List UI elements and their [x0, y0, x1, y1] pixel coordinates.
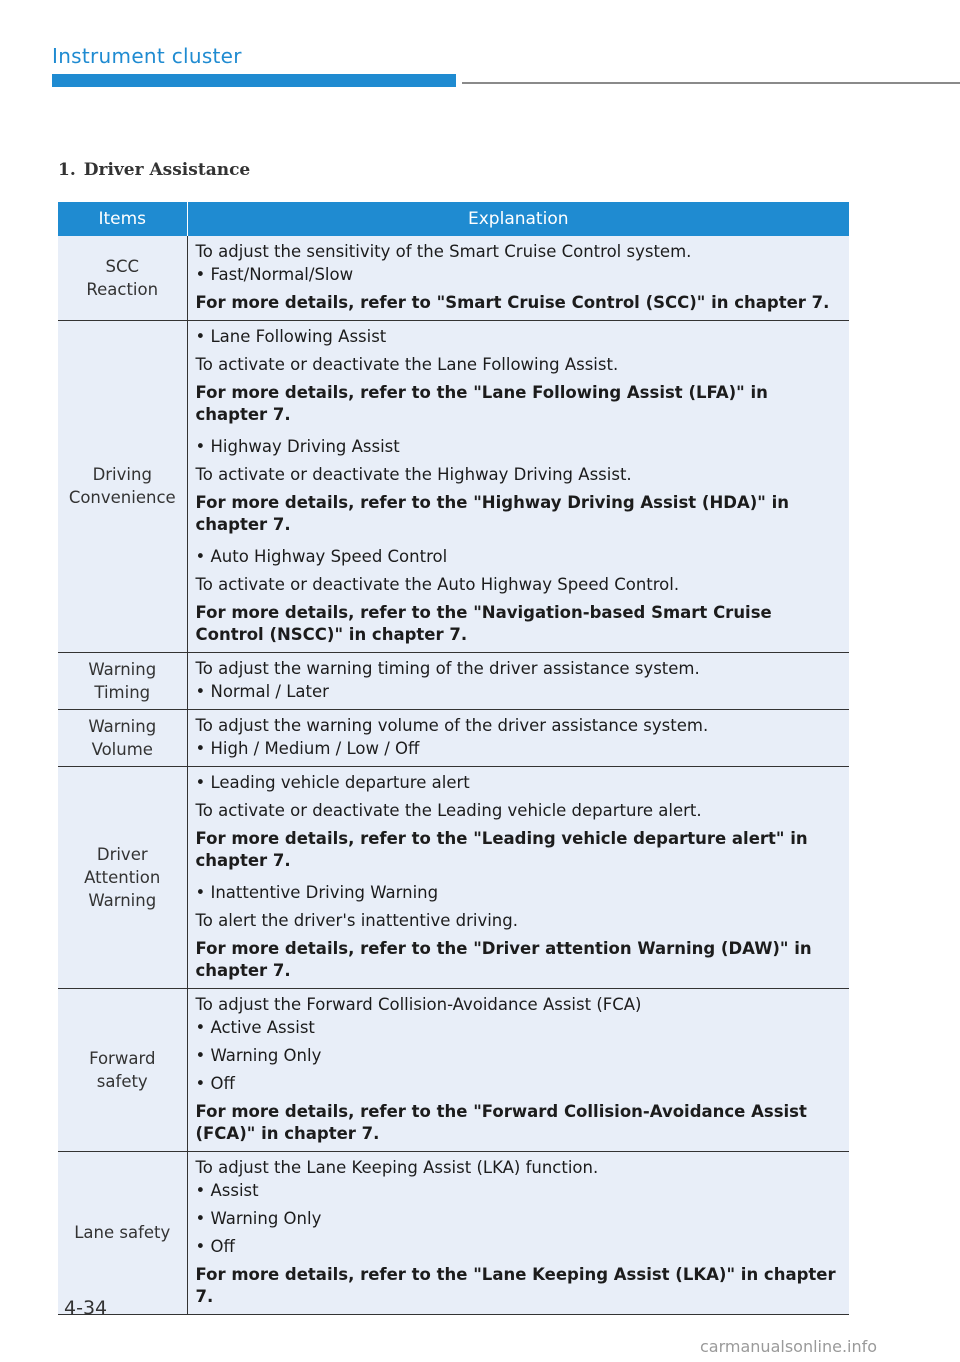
explanation-text: • Active Assist — [195, 1018, 315, 1037]
item-label-line: Warning — [88, 890, 157, 910]
explanation-text: To activate or deactivate the Highway Driving Assist. — [195, 465, 632, 484]
item-label-line: safety — [96, 1071, 148, 1091]
table-row — [58, 236, 849, 321]
watermark: carmanualsonline.info — [700, 1337, 878, 1356]
explanation-text: • Fast/Normal/Slow — [195, 265, 354, 284]
explanation-group — [196, 436, 842, 536]
feature-bullet: • Highway Driving Assist — [195, 437, 400, 456]
option-text: • Warning Only — [195, 1046, 322, 1065]
explanation-text: • Normal / Later — [195, 682, 329, 701]
item-label-line: Driving — [92, 465, 152, 484]
chapter-reference: For more details, refer to the "Leading vehicle departure alert" in chapter 7. — [195, 829, 808, 870]
item-cell — [58, 236, 187, 321]
explanation-text: To adjust the sensitivity of the Smart Cruise Control system. — [195, 242, 692, 261]
header-rule-thin — [462, 82, 960, 84]
explanation-text: To adjust the warning timing of the driver assistance system. — [195, 659, 700, 678]
section-title-text: Driver Assistance — [83, 160, 251, 180]
chapter-reference: For more details, refer to the "Forward Collision-Avoidance Assist (FCA)" in chapter 7. — [195, 1102, 807, 1143]
chapter-reference: For more details, refer to the "Navigation-based Smart Cruise Control (NSCC)" in chapter 7. — [195, 603, 772, 644]
explanation-text: • High / Medium / Low / Off — [195, 739, 420, 758]
table-row — [58, 321, 849, 653]
item-label-line: Volume — [91, 739, 153, 759]
feature-bullet: • Lane Following Assist — [195, 327, 387, 346]
explanation-text: To adjust the warning volume of the driver assistance system. — [195, 716, 709, 735]
item-label-line: Reaction — [86, 279, 159, 299]
item-cell — [58, 710, 187, 767]
explanation-group — [196, 658, 842, 703]
table-row — [58, 767, 849, 989]
column-header-explanation: Explanation — [187, 202, 849, 236]
explanation-group — [196, 1157, 842, 1308]
item-label-line: Attention — [84, 867, 161, 887]
explanation-text: To activate or deactivate the Lane Following Assist. — [195, 355, 619, 374]
feature-bullet: • Auto Highway Speed Control — [195, 547, 448, 566]
explanation-text: • Assist — [195, 1181, 259, 1200]
explanation-group — [196, 882, 842, 982]
explanation-cell — [187, 321, 849, 653]
feature-bullet: • Inattentive Driving Warning — [195, 883, 439, 902]
item-label-line: Driver — [96, 844, 148, 864]
explanation-text: To activate or deactivate the Leading vehicle departure alert. — [195, 801, 702, 820]
option-text: • Warning Only — [195, 1209, 322, 1228]
explanation-cell — [187, 1152, 849, 1315]
explanation-cell — [187, 989, 849, 1152]
explanation-group — [196, 241, 842, 314]
chapter-reference: For more details, refer to the "Lane Keeping Assist (LKA)" in chapter 7. — [195, 1265, 836, 1306]
header-rule-accent — [52, 74, 456, 87]
explanation-group — [196, 715, 842, 760]
item-cell — [58, 321, 187, 653]
item-cell — [58, 767, 187, 989]
table-row — [58, 710, 849, 767]
table-header-row — [58, 202, 849, 236]
explanation-group — [196, 994, 842, 1145]
item-cell — [58, 1152, 187, 1315]
explanation-group — [196, 546, 842, 646]
item-label-line: Warning — [88, 716, 157, 736]
feature-bullet: • Leading vehicle departure alert — [195, 773, 470, 792]
chapter-reference: For more details, refer to "Smart Cruise Control (SCC)" in chapter 7. — [195, 293, 830, 312]
item-label-line: Convenience — [68, 488, 176, 507]
explanation-text: To alert the driver's inattentive driving. — [195, 911, 518, 930]
item-label-line: SCC — [105, 256, 139, 276]
chapter-reference: For more details, refer to the "Driver attention Warning (DAW)" in chapter 7. — [195, 939, 812, 980]
table-row — [58, 989, 849, 1152]
option-text: • Off — [195, 1074, 235, 1093]
driver-assistance-table — [58, 202, 849, 1315]
item-cell — [58, 989, 187, 1152]
item-cell — [58, 653, 187, 710]
explanation-text: To adjust the Lane Keeping Assist (LKA) function. — [195, 1158, 599, 1177]
item-label-line: Timing — [94, 682, 151, 702]
section-number: 1. — [58, 160, 76, 180]
column-header-items: Items — [58, 202, 187, 236]
explanation-cell — [187, 710, 849, 767]
explanation-cell — [187, 767, 849, 989]
explanation-group — [196, 326, 842, 426]
page-number: 4-34 — [64, 1297, 108, 1319]
option-text: • Off — [195, 1237, 235, 1256]
chapter-reference: For more details, refer to the "Lane Following Assist (LFA)" in chapter 7. — [195, 383, 768, 424]
header-title: Instrument cluster — [52, 44, 242, 68]
section-title — [58, 160, 250, 180]
explanation-group — [196, 772, 842, 872]
explanation-cell — [187, 236, 849, 321]
item-label-line: Lane safety — [74, 1223, 171, 1242]
table-row — [58, 1152, 849, 1315]
item-label-line: Warning — [88, 659, 157, 679]
explanation-cell — [187, 653, 849, 710]
chapter-reference: For more details, refer to the "Highway Driving Assist (HDA)" in chapter 7. — [195, 493, 790, 534]
item-label-line: Forward — [89, 1048, 156, 1068]
explanation-text: To activate or deactivate the Auto Highway Speed Control. — [195, 575, 680, 594]
explanation-text: To adjust the Forward Collision-Avoidance Assist (FCA) — [195, 995, 642, 1014]
table-row — [58, 653, 849, 710]
